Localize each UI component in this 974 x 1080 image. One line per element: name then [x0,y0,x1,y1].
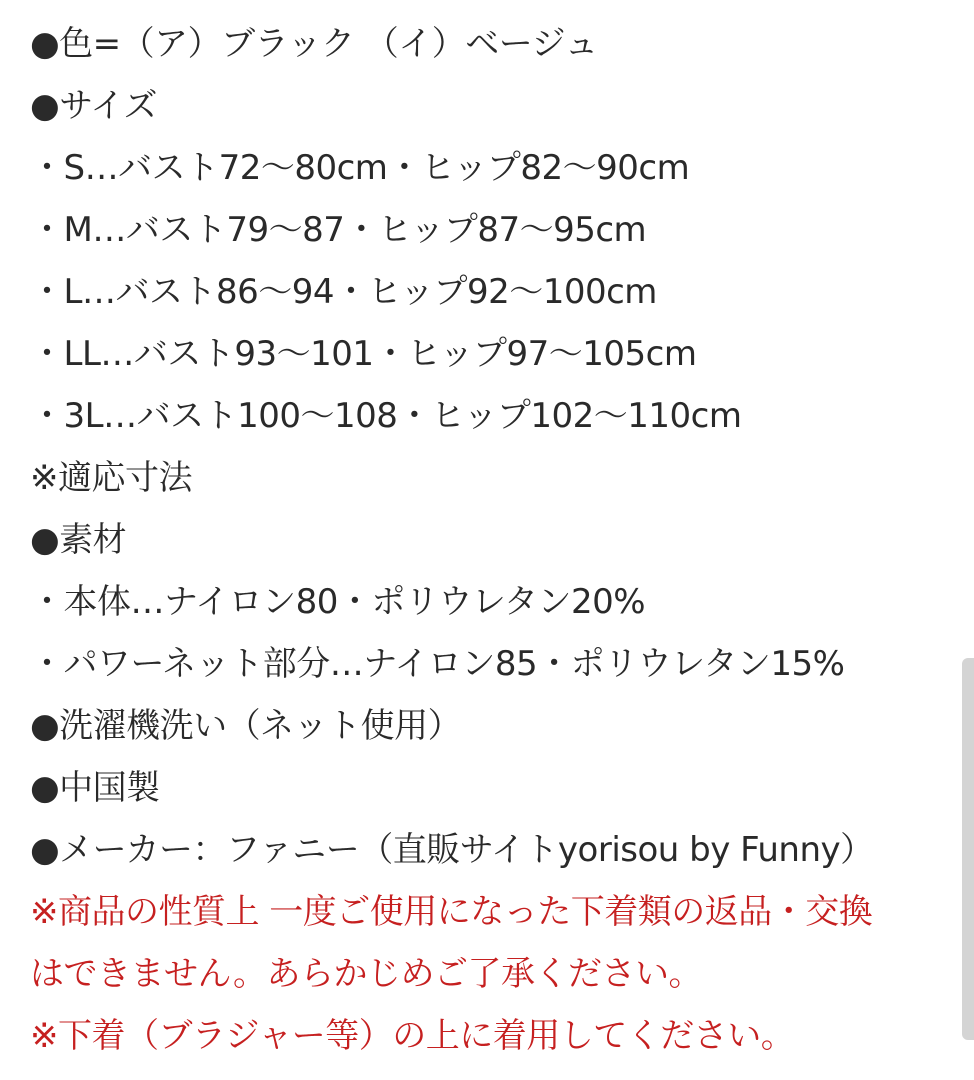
origin-line: ●中国製 [30,768,160,808]
color-line: ●色=（ア）ブラック （イ）ベージュ [30,24,598,64]
size-s-line: ・S…バスト72〜80cm・ヒップ82〜90cm [30,148,690,188]
size-heading: ●サイズ [30,86,157,126]
size-ll-line: ・LL…バスト93〜101・ヒップ97〜105cm [30,334,697,374]
scrollbar[interactable] [962,658,974,1040]
size-m-line: ・M…バスト79〜87・ヒップ87〜95cm [30,210,647,250]
washing-line: ●洗濯機洗い（ネット使用） [30,706,462,746]
return-warning-line-1: ※商品の性質上 一度ご使用になった下着類の返品・交換 [30,892,873,932]
size-l-line: ・L…バスト86〜94・ヒップ92〜100cm [30,272,657,312]
return-warning-line-2: はできません。あらかじめご了承ください。 [30,954,703,994]
maker-line: ●メーカー：ファニー（直販サイトyorisou by Funny） [30,830,874,870]
wearing-warning-line: ※下着（ブラジャー等）の上に着用してください。 [30,1016,795,1056]
material-powernet-line: ・パワーネット部分…ナイロン85・ポリウレタン15% [30,644,845,684]
product-description [30,13,960,1067]
size-note: ※適応寸法 [30,458,192,498]
material-body-line: ・本体…ナイロン80・ポリウレタン20% [30,582,646,622]
material-heading: ●素材 [30,520,127,560]
size-3l-line: ・3L…バスト100〜108・ヒップ102〜110cm [30,396,742,436]
